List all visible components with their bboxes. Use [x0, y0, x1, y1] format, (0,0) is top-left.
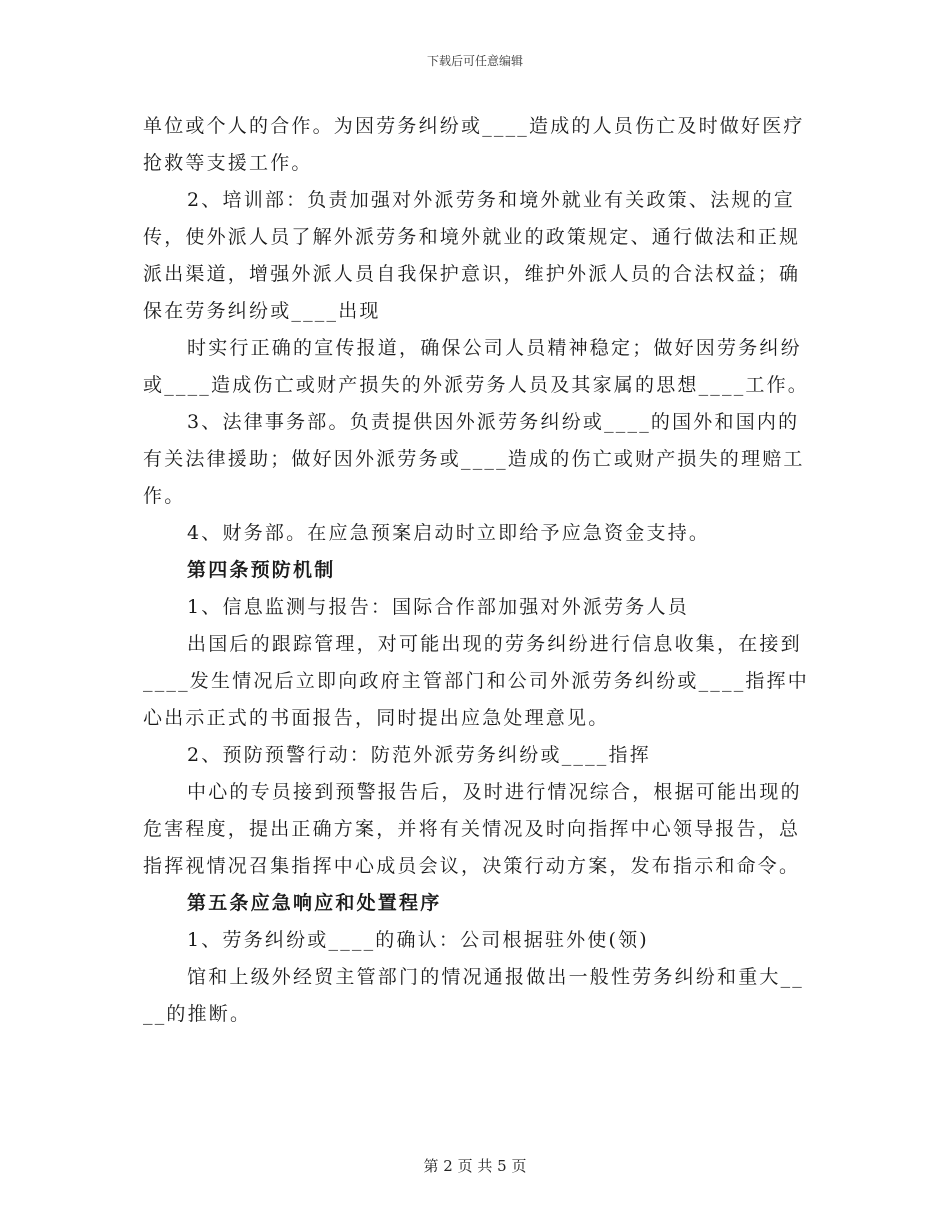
paragraph: 出国后的跟踪管理，对可能出现的劳务纠纷进行信息收集，在接到____发生情况后立即向政府主管部门和公司外派劳务纠纷或____指挥中心出示正式的书面报告，同时提出应急处理意见。 [143, 633, 810, 729]
paragraph: 单位或个人的合作。为因劳务纠纷或____造成的人员伤亡及时做好医疗抢救等支援工作。 [143, 115, 805, 174]
document-body [143, 108, 813, 1033]
paragraph: 中心的专员接到预警报告后，及时进行情况综合，根据可能出现的危害程度，提出正确方案，并将有关情况及时向指挥中心领导报告，总指挥视情况召集指挥中心成员会议，决策行动方案，发布指示和命令。 [143, 781, 802, 877]
paragraph: 2、培训部：负责加强对外派劳务和境外就业有关政策、法规的宣传，使外派人员了解外派劳务和境外就业的政策规定、通行做法和正规派出渠道，增强外派人员自我保护意识，维护外派人员的合法权益；确保在劳务纠纷或____出现 [143, 189, 801, 322]
paragraph: 4、财务部。在应急预案启动时立即给予应急资金支持。 [187, 522, 711, 544]
paragraph: 时实行正确的宣传报道，确保公司人员精神稳定；做好因劳务纠纷或____造成伤亡或财产损失的外派劳务人员及其家属的思想____工作。 [143, 337, 810, 396]
paragraph: 2、预防预警行动：防范外派劳务纠纷或____指挥 [187, 744, 651, 766]
page-footer: 第 2 页 共 5 页 [423, 1157, 527, 1175]
section-heading: 第四条预防机制 [187, 559, 336, 581]
page-header: 下载后可任意编辑 [426, 54, 523, 68]
section-heading: 第五条应急响应和处置程序 [187, 892, 442, 914]
paragraph: 3、法律事务部。负责提供因外派劳务纠纷或____的国外和国内的有关法律援助；做好因外派劳务或____造成的伤亡或财产损失的理赔工作。 [143, 411, 805, 507]
paragraph: 1、信息监测与报告：国际合作部加强对外派劳务人员 [187, 596, 689, 618]
paragraph: 馆和上级外经贸主管部门的情况通报做出一般性劳务纠纷和重大____的推断。 [143, 966, 805, 1025]
paragraph: 1、劳务纠纷或____的确认：公司根据驻外使(领) [187, 929, 649, 951]
